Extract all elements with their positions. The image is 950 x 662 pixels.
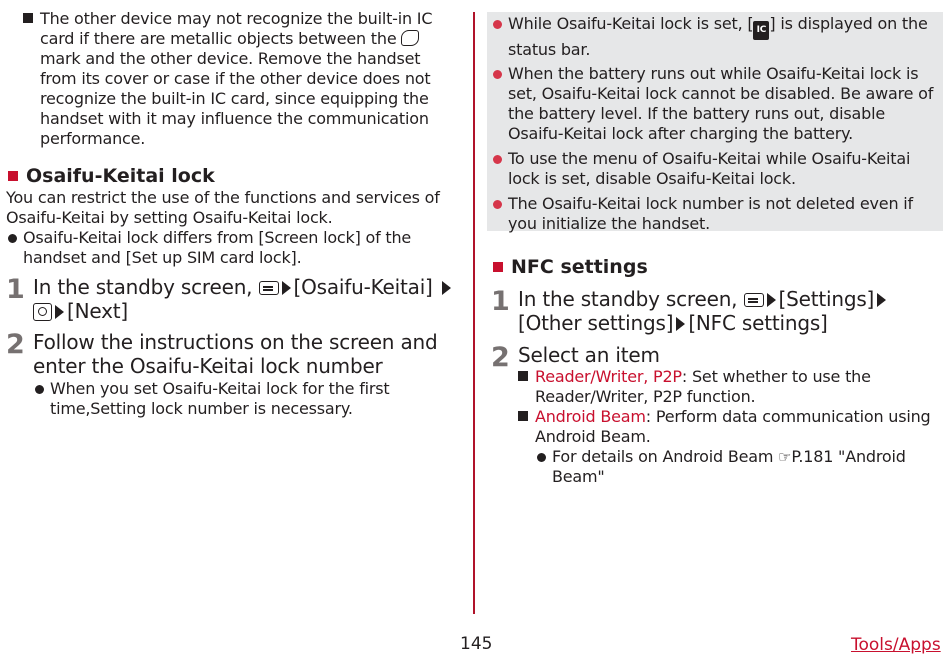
android-beam-detail-bullet: For details on Android Beam ☞P.181 "Android Beam" [535, 447, 943, 487]
bullet-dot-icon [35, 385, 44, 394]
note-status-bar: While Osaifu-Keitai lock is set, [ IC ] is displayed on the status bar. [491, 14, 943, 60]
bullet-dot-icon [493, 20, 502, 29]
square-bullet-icon [23, 13, 33, 23]
right-column [487, 0, 943, 487]
section-title-nfc: NFC settings [491, 256, 943, 278]
arrow-right-icon [767, 293, 776, 307]
square-bullet-icon [518, 371, 528, 381]
page-reference-icon: ☞ [778, 448, 792, 466]
nfc-mark-icon [401, 30, 419, 46]
menu-key-icon [259, 281, 279, 295]
android-beam-page-link[interactable]: P.181 "Android Beam" [552, 447, 906, 486]
section-link-tools-apps[interactable]: Tools/Apps [851, 635, 941, 655]
nfc-item-android-beam: Android Beam: Perform data communication using Android Beam. [501, 407, 943, 447]
bullet-dot-icon [493, 70, 502, 79]
section-square-icon [493, 262, 503, 272]
bullet-dot-icon [537, 453, 546, 462]
nfc-step-1: 1 In the standby screen, [Settings] [Other settings] [NFC settings] [491, 287, 943, 335]
bullet-dot-icon [493, 200, 502, 209]
step-number: 1 [6, 274, 25, 305]
note-initialize: The Osaifu-Keitai lock number is not deleted even if you initialize the handset. [491, 194, 943, 234]
nfc-step-2: 2 Select an item [491, 342, 660, 373]
bullet-dot-icon [8, 234, 17, 243]
note-menu: To use the menu of Osaifu-Keitai while Osaifu-Keitai lock is set, disable Osaifu-Keitai lock. [491, 149, 943, 189]
column-divider [473, 12, 475, 614]
osaifu-lock-intro: You can restrict the use of the functions and services of Osaifu-Keitai by setting Osaifu-Keitai lock. [6, 188, 440, 227]
osaifu-step-2-bullet: When you set Osaifu-Keitai lock for the first time,Setting lock number is necessary. [33, 379, 461, 419]
section-title-osaifu-lock: Osaifu-Keitai lock [6, 165, 461, 187]
arrow-right-icon [55, 305, 64, 319]
step-number: 1 [491, 286, 510, 317]
nfc-item-reader-writer: Reader/Writer, P2P: Set whether to use the Reader/Writer, P2P function. [501, 367, 943, 407]
page-number: 145 [460, 634, 493, 654]
arrow-right-icon [676, 317, 685, 331]
ic-lock-status-icon: IC [753, 21, 769, 40]
osaifu-lock-intro-bullet: Osaifu-Keitai lock differs from [Screen lock] of the handset and [Set up SIM card lock]. [6, 228, 461, 268]
left-column [6, 0, 461, 419]
camera-key-icon [33, 303, 52, 321]
menu-key-icon [744, 293, 764, 307]
note-battery: When the battery runs out while Osaifu-Keitai lock is set, Osaifu-Keitai lock cannot be disabled. Be aware of the battery level. If the battery runs out, disable Osaifu-Keitai lock after charging the battery. [491, 64, 943, 144]
step-number: 2 [491, 342, 510, 373]
arrow-right-icon [877, 293, 886, 307]
step-number: 2 [6, 329, 25, 360]
square-bullet-icon [518, 411, 528, 421]
bullet-dot-icon [493, 155, 502, 164]
section-square-icon [8, 171, 18, 181]
arrow-right-icon [442, 281, 451, 295]
arrow-right-icon [282, 281, 291, 295]
osaifu-step-1: 1 In the standby screen, [Osaifu-Keitai] [Next] [6, 275, 461, 323]
nfc-mark-note: The other device may not recognize the built-in IC card if there are metallic objects between the mark and the other device. Remove the handset from its cover or case if the other device does not recognize the built-in IC card, since equipping the handset with it may influence the communication performance. [6, 9, 461, 149]
osaifu-step-2: 2 Follow the instructions on the screen and enter the Osaifu-Keitai lock number [6, 329, 438, 378]
